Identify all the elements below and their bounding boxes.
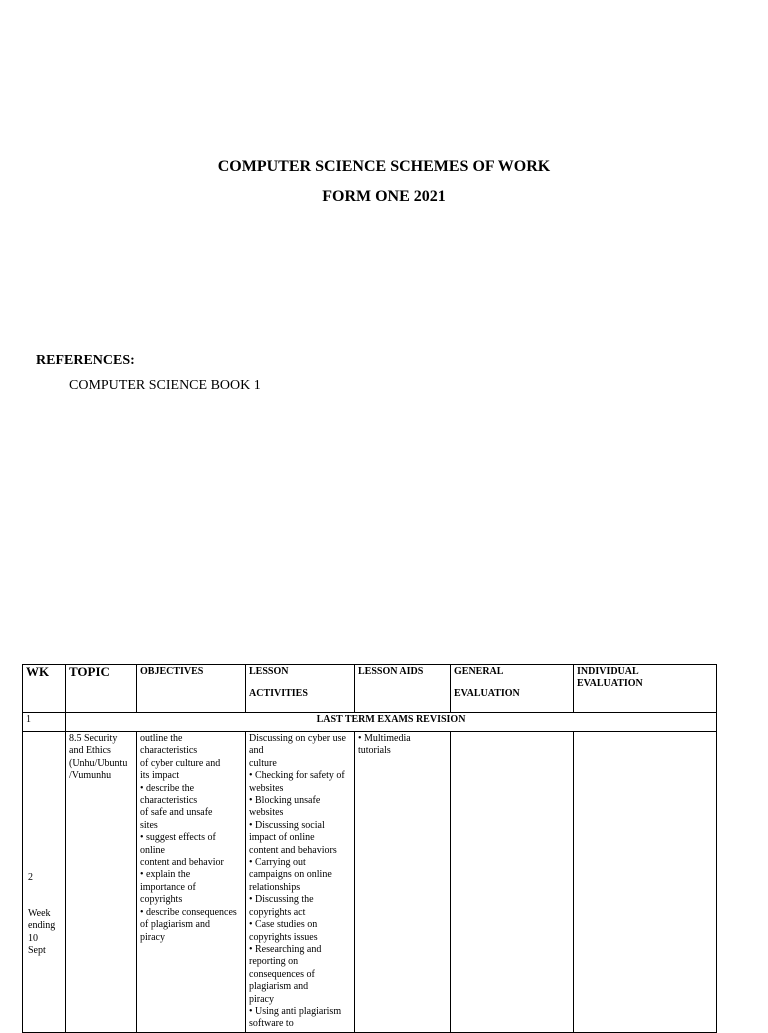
cell-line: (Unhu/Ubuntu	[69, 757, 128, 769]
table-row	[23, 732, 717, 1033]
header-lesson-line2: ACTIVITIES	[249, 688, 308, 700]
header-general-evaluation	[451, 665, 574, 713]
cell-line: outline the	[140, 733, 183, 744]
header-lesson-line1: LESSON	[249, 666, 289, 677]
cell-line: piracy	[140, 931, 165, 943]
cell-line: campaigns on online	[249, 869, 332, 881]
cell-line: • explain the	[140, 869, 191, 881]
cell-line: sites	[140, 819, 158, 831]
references-item: COMPUTER SCIENCE BOOK 1	[69, 378, 261, 393]
row2-topic	[66, 732, 137, 1033]
cell-line: • Case studies on	[249, 919, 318, 931]
cell-line: content and behavior	[140, 857, 224, 869]
header-lesson-activities	[246, 665, 355, 713]
cell-line: culture	[249, 757, 277, 769]
cell-line: impact of online	[249, 832, 315, 844]
cell-line: • Discussing the	[249, 894, 314, 906]
cell-line: • Using anti plagiarism	[249, 1005, 342, 1017]
row2-individual-evaluation	[574, 732, 717, 1033]
cell-line: of safe and unsafe	[140, 807, 213, 819]
row2-objectives	[137, 732, 246, 1033]
cell-line: • Researching and	[249, 943, 322, 955]
document-subtitle: FORM ONE 2021	[322, 188, 446, 205]
cell-line: copyrights act	[249, 906, 306, 918]
table-row	[23, 713, 717, 732]
row2-wk-number: 2	[28, 872, 33, 883]
cell-line: • describe the	[140, 782, 195, 794]
cell-line: importance of	[140, 881, 196, 893]
cell-line: online	[140, 844, 165, 856]
row2-general-evaluation	[451, 732, 574, 1033]
cell-line: piracy	[249, 993, 274, 1005]
row1-span-text: LAST TERM EXAMS REVISION	[66, 713, 717, 732]
cell-line: of plagiarism and	[140, 919, 210, 931]
header-general-line1: GENERAL	[454, 666, 504, 677]
cell-line: 10	[28, 932, 38, 944]
row2-wk	[23, 732, 66, 1033]
cell-line: copyrights issues	[249, 931, 318, 943]
header-general-line2: EVALUATION	[454, 688, 520, 700]
row2-aids	[355, 732, 451, 1033]
cell-line: characteristics	[140, 795, 198, 807]
cell-line: and Ethics	[69, 745, 111, 757]
cell-line: characteristics	[140, 745, 198, 757]
cell-line: • Blocking unsafe	[249, 795, 321, 807]
document-title: COMPUTER SCIENCE SCHEMES OF WORK	[217, 158, 551, 175]
header-individual-line1: INDIVIDUAL	[577, 666, 639, 677]
cell-line: tutorials	[358, 745, 391, 757]
row1-wk: 1	[23, 713, 66, 732]
cell-line: Week	[28, 908, 51, 919]
cell-line: websites	[249, 807, 284, 819]
cell-line: • Checking for safety of	[249, 770, 345, 782]
cell-line: content and behaviors	[249, 844, 337, 856]
cell-line: reporting on	[249, 956, 299, 968]
cell-line: Discussing on cyber use	[249, 733, 346, 744]
header-wk: WK	[23, 665, 66, 713]
cell-line: ending	[28, 920, 56, 932]
cell-line: copyrights	[140, 894, 183, 906]
cell-line: and	[249, 745, 264, 757]
scheme-table	[22, 664, 717, 1033]
references-heading: REFERENCES:	[36, 353, 135, 368]
header-topic: TOPIC	[66, 665, 137, 713]
cell-line: • describe consequences	[140, 906, 237, 918]
cell-line: 8.5 Security	[69, 733, 118, 744]
row2-activities	[246, 732, 355, 1033]
cell-line: its impact	[140, 770, 180, 782]
header-objectives: OBJECTIVES	[137, 665, 246, 713]
cell-line: • Multimedia	[358, 733, 411, 744]
cell-line: software to	[249, 1018, 294, 1030]
cell-line: • suggest effects of	[140, 832, 216, 844]
header-individual-line2: EVALUATION	[577, 678, 643, 690]
cell-line: • Carrying out	[249, 857, 306, 869]
cell-line: of cyber culture and	[140, 757, 221, 769]
cell-line: relationships	[249, 881, 301, 893]
cell-line: plagiarism and	[249, 981, 309, 993]
cell-line: • Discussing social	[249, 819, 325, 831]
cell-line: websites	[249, 782, 284, 794]
row2-wk-week	[28, 908, 55, 958]
header-lesson-aids: LESSON AIDS	[355, 665, 451, 713]
header-individual-evaluation	[574, 665, 717, 713]
cell-line: Sept	[28, 945, 46, 957]
table-header-row	[23, 665, 717, 713]
cell-line: consequences of	[249, 968, 315, 980]
cell-line: /Vumunhu	[69, 770, 112, 782]
